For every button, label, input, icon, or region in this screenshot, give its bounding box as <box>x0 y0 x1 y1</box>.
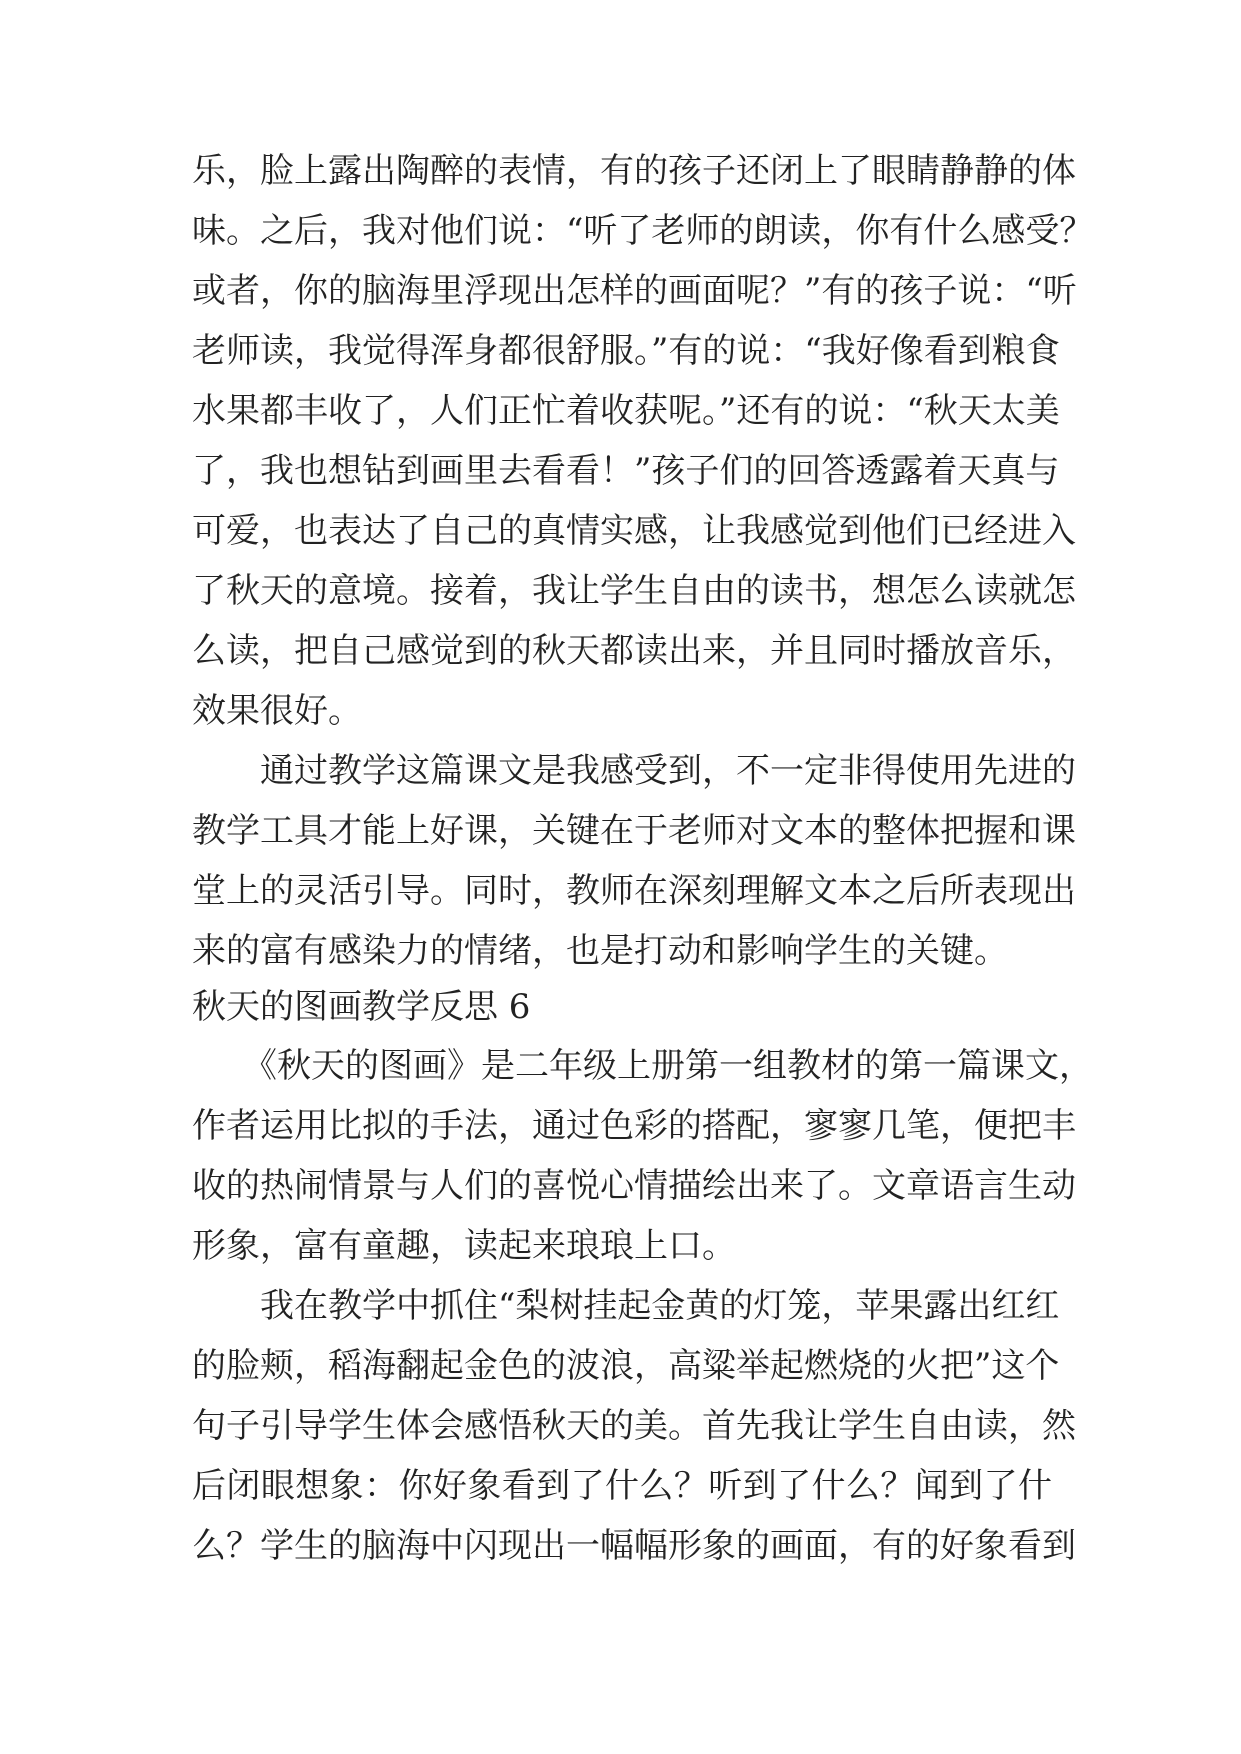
paragraph-line: 作者运用比拟的手法，通过色彩的搭配，寥寥几笔，便把丰 <box>192 1106 1076 1146</box>
paragraph-line: 教学工具才能上好课，关键在于老师对文本的整体把握和课 <box>192 811 1076 851</box>
paragraph-line: 乐，脸上露出陶醉的表情，有的孩子还闭上了眼睛静静的体 <box>192 151 1076 191</box>
paragraph-line: 《秋天的图画》是二年级上册第一组教材的第一篇课文， <box>192 1046 1093 1086</box>
paragraph-line: 味。之后，我对他们说：“听了老师的朗读，你有什么感受？ <box>192 211 1094 251</box>
paragraph-line: 么读，把自己感觉到的秋天都读出来，并且同时播放音乐， <box>192 631 1076 671</box>
paragraph-line: 了，我也想钻到画里去看看！”孩子们的回答透露着天真与 <box>192 451 1060 491</box>
paragraph-line: 堂上的灵活引导。同时，教师在深刻理解文本之后所表现出 <box>192 871 1076 911</box>
paragraph-line: 收的热闹情景与人们的喜悦心情描绘出来了。文章语言生动 <box>192 1166 1076 1206</box>
section-heading: 秋天的图画教学反思 6 <box>192 987 531 1027</box>
paragraph-line: 水果都丰收了，人们正忙着收获呢。”还有的说：“秋天太美 <box>192 391 1060 431</box>
paragraph-line: 的脸颊，稻海翻起金色的波浪，高粱举起燃烧的火把”这个 <box>192 1346 1060 1386</box>
paragraph-line: 或者，你的脑海里浮现出怎样的画面呢？”有的孩子说：“听 <box>192 271 1077 311</box>
paragraph-line: 形象，富有童趣，读起来琅琅上口。 <box>192 1226 736 1266</box>
paragraph-line: 效果很好。 <box>192 691 362 731</box>
paragraph-line: 来的富有感染力的情绪，也是打动和影响学生的关键。 <box>192 931 1008 971</box>
paragraph-line: 了秋天的意境。接着，我让学生自由的读书，想怎么读就怎 <box>192 571 1076 611</box>
paragraph-line: 句子引导学生体会感悟秋天的美。首先我让学生自由读，然 <box>192 1406 1076 1446</box>
paragraph-line: 通过教学这篇课文是我感受到，不一定非得使用先进的 <box>192 751 1076 791</box>
paragraph-line: 可爱，也表达了自己的真情实感，让我感觉到他们已经进入 <box>192 511 1076 551</box>
paragraph-line: 么？学生的脑海中闪现出一幅幅形象的画面，有的好象看到 <box>192 1526 1076 1566</box>
paragraph-line: 后闭眼想象：你好象看到了什么？听到了什么？闻到了什 <box>192 1466 1052 1506</box>
paragraph-line: 老师读，我觉得浑身都很舒服。”有的说：“我好像看到粮食 <box>192 331 1060 371</box>
paragraph-line: 我在教学中抓住“梨树挂起金黄的灯笼，苹果露出红红 <box>192 1286 1060 1326</box>
